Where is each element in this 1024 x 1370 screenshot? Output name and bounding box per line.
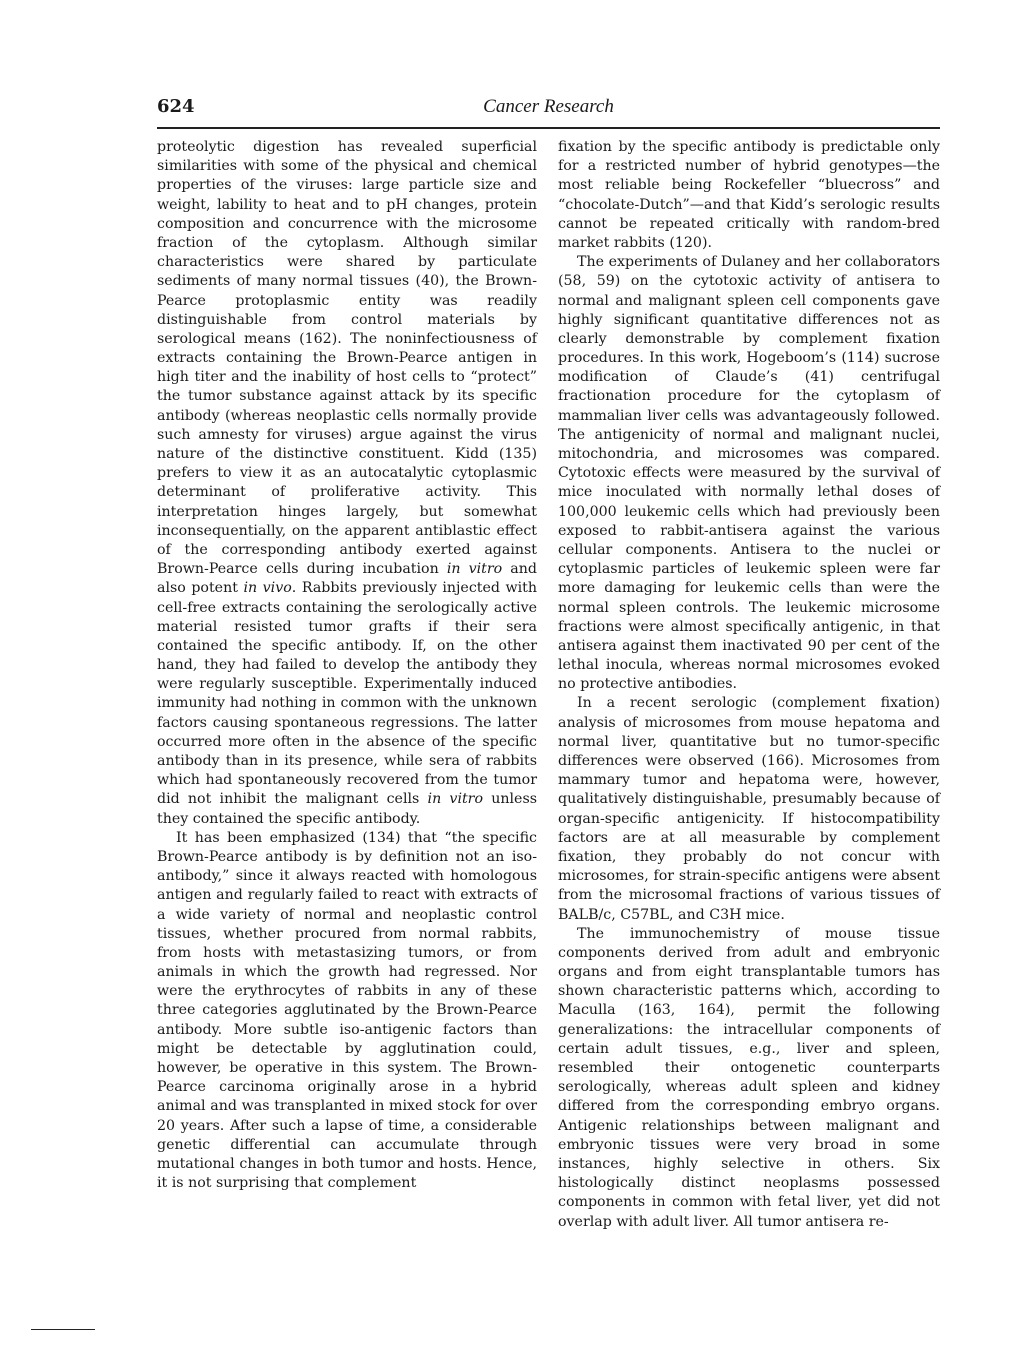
left-column xyxy=(157,138,537,1193)
journal-title: Cancer Research xyxy=(483,96,614,117)
paragraph: The experiments of Dulaney and her collaborators (58, 59) on the cytotoxic activity of antisera to normal and malignant spleen cell components gave highly significant quantitative differences not as clearly demonstrable by complement fixation procedures. In this work, Hogeboom’s (114) sucrose modification of Claude’s (41) centrifugal fractionation procedure for the cytoplasm of mammalian liver cells was advantageously followed. The antigenicity of normal and malignant nuclei, mitochondria, and microsomes was compared. Cytotoxic effects were measured by the survival of mice inoculated with normally lethal doses of 100,000 leukemic cells which had previously been exposed to rabbit-antisera against the various cellular components. Antisera to the nuclei or cytoplasmic particles of leukemic spleen were far more damaging for leukemic cells than were the normal spleen controls. The leukemic microsome fractions were almost specifically antigenic, in that antisera against them inactivated 90 per cent of the lethal inocula, whereas normal microsomes evoked no protective antibodies. xyxy=(558,254,940,693)
page-number: 624 xyxy=(157,96,195,117)
header-rule xyxy=(157,127,940,129)
footnote-rule xyxy=(31,1329,95,1330)
paragraph: fixation by the specific antibody is predictable only for a restricted number of hybrid genotypes—the most reliable being Rockefeller “bluecross” and “chocolate-Dutch”—and that Kidd’s serologic results cannot be repeated critically with random-bred market rabbits (120). xyxy=(558,139,940,251)
paragraph: In a recent serologic (complement fixation) analysis of microsomes from mouse hepatoma and normal liver, quantitative but no tumor-specific differences were observed (166). Microsomes from mammary tumor and hepatoma were, however, qualitatively distinguishable, presumably because of organ-specific antigenicity. If histocompatibility factors are at all measurable by complement fixation, they probably do not concur with microsomes, for strain-specific antigens were absent from the microsomal fractions of various tissues of BALB/c, C57BL, and C3H mice. xyxy=(558,695,940,923)
page-header xyxy=(157,96,940,126)
right-column xyxy=(558,138,940,1232)
paragraph: The immunochemistry of mouse tissue components derived from adult and embryonic organs and from eight transplantable tumors has shown characteristic patterns which, according to Maculla (163, 164), permit the following generalizations: the intracellular components of certain adult tissues, e.g., liver and spleen, resembled their ontogenetic counterparts serologically, whereas adult spleen and kidney differed from the corresponding embryo organs. Antigenic relationships between malignant and embryonic tissues were very broad in some instances, highly selective in others. Six histologically distinct neoplasms possessed components in common with fetal liver, yet did not overlap with adult liver. All tumor antisera re- xyxy=(558,925,940,1230)
paragraph: It has been emphasized (134) that “the specific Brown-Pearce antibody is by definition not an iso-antibody,” since it always reacted with homologous antigen and regularly failed to react with extracts of a wide variety of normal and neoplastic control tissues, whether procured from normal rabbits, from hosts with metastasizing tumors, or from animals in which the growth had regressed. Nor were the erythrocytes of rabbits in any of these three categories agglutinated by the Brown-Pearce antibody. More subtle iso-antigenic factors than might be detectable by agglutination could, however, be operative in this system. The Brown-Pearce carcinoma originally arose in a hybrid animal and was transplanted in mixed stock for over 20 years. After such a lapse of time, a considerable genetic differential can accumulate through mutational changes in both tumor and hosts. Hence, it is not surprising that complement xyxy=(157,829,537,1192)
paragraph: proteolytic digestion has revealed superficial similarities with some of the physical and chemical properties of the viruses: large particle size and weight, lability to heat and to pH changes, protein composition and concurrence with the microsome fraction of the cytoplasm. Although similar characteristics were shared by particulate sediments of many normal tissues (40), the Brown-Pearce protoplasmic entity was readily distinguishable from control materials by serological means (162). The noninfectiousness of extracts containing the Brown-Pearce antigen in high titer and the inability of host cells to “protect” the tumor substance against attack by its specific antibody (whereas neoplastic cells normally provide such amnesty for viruses) argue against the virus nature of the distinctive constituent. Kidd (135) prefers to view it as an autocatalytic cytoplasmic determinant of proliferative activity. This interpretation hinges largely, but somewhat inconsequentially, on the apparent antiblastic effect of the corresponding antibody exerted against Brown-Pearce cells during incubation in vitro and also potent in vivo. Rabbits previously injected with cell-free extracts containing the serologically active material resisted tumor grafts if their sera contained the specific antibody. If, on the other hand, they had failed to develop the antibody they were regularly susceptible. Experimentally induced immunity had nothing in common with the unknown factors causing spontaneous regressions. The latter occurred more often in the absence of the specific antibody than in its presence, while sera of rabbits which had spontaneously recovered from the tumor did not inhibit the malignant cells in vitro unless they contained the specific antibody. xyxy=(157,139,538,827)
